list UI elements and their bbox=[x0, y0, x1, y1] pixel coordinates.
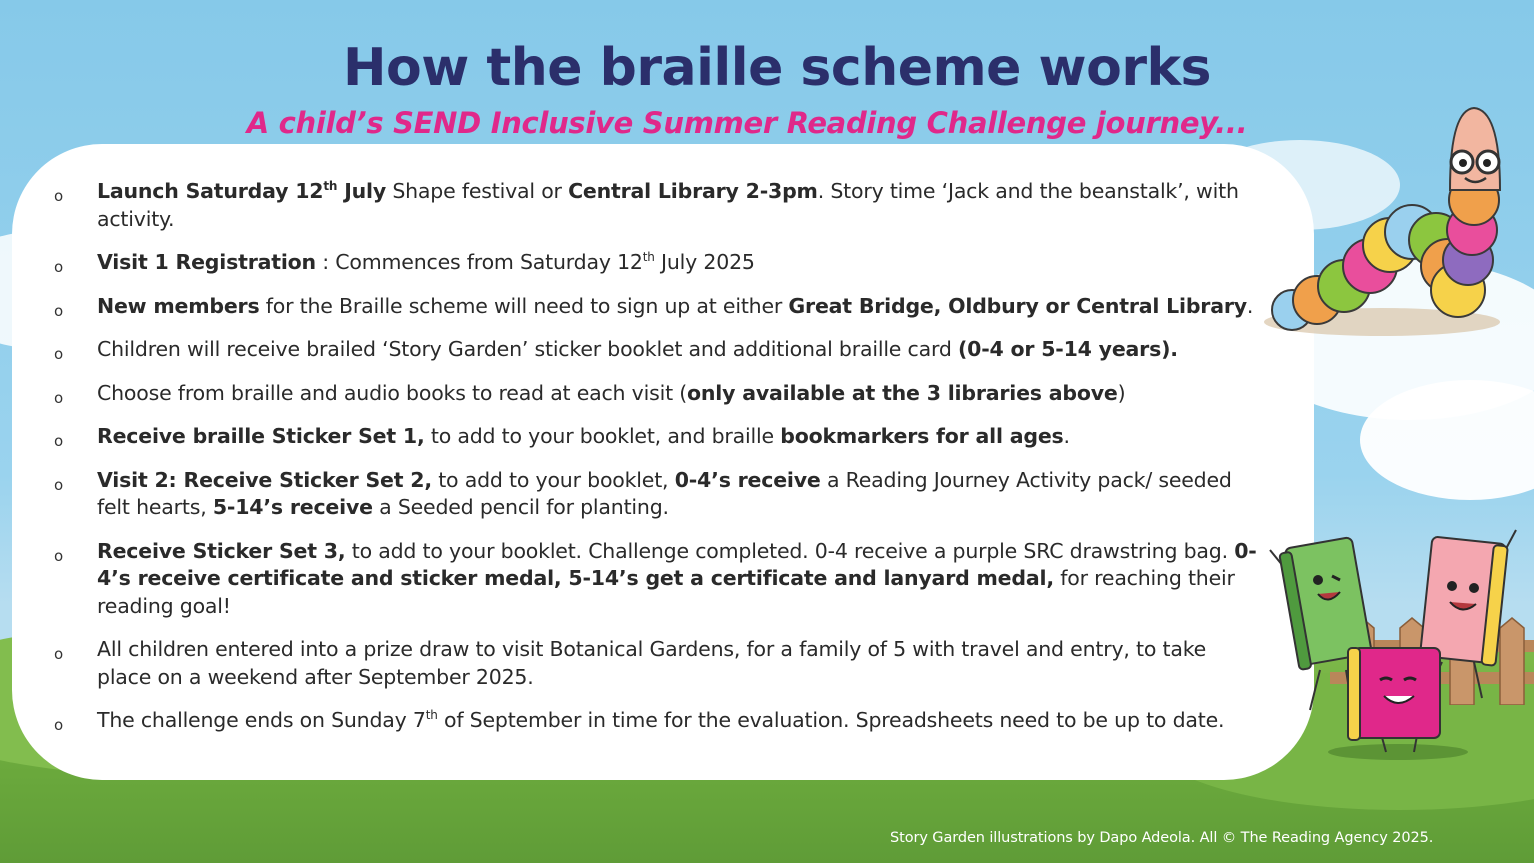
text-run: 5-14’s receive bbox=[212, 495, 373, 519]
bullet-icon: o bbox=[54, 432, 63, 450]
text-run: (0-4 or 5-14 years). bbox=[957, 337, 1178, 361]
text-run: Receive Sticker Set 3, bbox=[97, 538, 346, 563]
bullet-icon: o bbox=[54, 345, 63, 363]
bullet-icon: o bbox=[54, 301, 63, 320]
text-run: th bbox=[642, 250, 655, 264]
text-run: 0-4’s receive bbox=[674, 467, 821, 492]
text-run: Shape festival or bbox=[386, 179, 569, 203]
list-item-text bbox=[97, 424, 1070, 448]
list-item bbox=[52, 178, 1257, 233]
text-run: . Story time ‘Jack and the beanstalk’, with activity. bbox=[97, 179, 1239, 231]
list-item-text bbox=[97, 250, 755, 274]
page-title: How the braille scheme works bbox=[343, 38, 1211, 98]
text-run: a Reading Journey Activity pack/ seeded felt hearts, bbox=[97, 467, 1232, 519]
list-item bbox=[52, 636, 1257, 691]
text-run: Children will receive brailed ‘Story Garden’ sticker booklet and additional braille card bbox=[97, 337, 958, 361]
text-run: Great Bridge, Oldbury or Central Library bbox=[788, 293, 1247, 318]
list-item bbox=[52, 707, 1257, 735]
text-run: Receive braille Sticker Set 1, bbox=[97, 424, 425, 448]
text-run: a Seeded pencil for planting. bbox=[372, 495, 669, 519]
text-run: Visit 1 Registration bbox=[97, 250, 316, 274]
text-run: to add to your booklet, and braille bbox=[424, 424, 781, 448]
list-item-text bbox=[97, 179, 1239, 231]
text-run: . bbox=[1246, 293, 1254, 318]
text-run: All children entered into a prize draw to visit Botanical Gardens, for a family of 5 with travel and entry, to take place on a weekend after September 2025. bbox=[97, 637, 1207, 689]
text-run: . bbox=[1063, 424, 1070, 448]
text-run: to add to your booklet, bbox=[431, 467, 675, 492]
text-run: th bbox=[425, 708, 438, 722]
bullet-icon: o bbox=[54, 187, 63, 205]
text-run: to add to your booklet. Challenge completed. 0-4 receive a purple SRC drawstring bag. bbox=[345, 538, 1235, 563]
text-run: Choose from braille and audio books to read at each visit ( bbox=[97, 380, 688, 405]
text-run: July bbox=[337, 179, 387, 203]
list-item bbox=[52, 467, 1257, 522]
text-run: Launch Saturday 12 bbox=[97, 179, 324, 203]
list-item bbox=[52, 249, 1257, 277]
list-item-text bbox=[97, 337, 1178, 361]
bookworm-illustration bbox=[1262, 100, 1534, 340]
text-run: : Commences from Saturday 12 bbox=[315, 250, 643, 274]
list-item-text bbox=[97, 539, 1257, 618]
text-run: Central Library 2-3pm bbox=[568, 179, 818, 203]
bullet-icon: o bbox=[54, 475, 63, 494]
text-run: 0-4’s receive certificate and sticker medal, 5-14’s get a certificate and lanyard medal, bbox=[97, 538, 1257, 590]
page-subtitle: A child’s SEND Inclusive Summer Reading Challenge journey... bbox=[246, 106, 1248, 140]
list-item bbox=[52, 380, 1257, 408]
list-item-text bbox=[97, 637, 1206, 689]
text-run: Visit 2: Receive Sticker Set 2, bbox=[97, 467, 432, 492]
bullet-icon: o bbox=[54, 645, 63, 663]
list-item bbox=[52, 423, 1257, 451]
list-item-text bbox=[97, 468, 1232, 520]
text-run: for the Braille scheme will need to sign up at either bbox=[259, 293, 789, 318]
illustration-credit: Story Garden illustrations by Dapo Adeola. All © The Reading Agency 2025. bbox=[890, 830, 1434, 846]
text-run: New members bbox=[97, 293, 260, 318]
text-run: ) bbox=[1117, 380, 1126, 405]
list-item-text bbox=[97, 708, 1224, 732]
text-run: bookmarkers for all ages bbox=[780, 424, 1064, 448]
bullet-icon: o bbox=[54, 546, 63, 565]
book-characters-illustration bbox=[1248, 520, 1534, 770]
text-run: July 2025 bbox=[654, 250, 755, 274]
bullet-icon: o bbox=[54, 388, 63, 407]
text-run: only available at the 3 libraries above bbox=[687, 380, 1118, 405]
text-run: of September in time for the evaluation. Spreadsheets need to be up to date. bbox=[437, 708, 1225, 732]
list-item-text bbox=[97, 294, 1253, 318]
list-item bbox=[52, 538, 1257, 621]
list-item-text bbox=[97, 381, 1125, 405]
list-item bbox=[52, 293, 1257, 321]
text-run: for reaching their reading goal! bbox=[97, 566, 1235, 618]
text-run: The challenge ends on Sunday 7 bbox=[97, 708, 426, 732]
bullet-icon: o bbox=[54, 716, 63, 734]
text-run: th bbox=[323, 179, 338, 193]
steps-list bbox=[52, 178, 1257, 735]
bullet-icon: o bbox=[54, 258, 63, 276]
list-item bbox=[52, 336, 1257, 364]
